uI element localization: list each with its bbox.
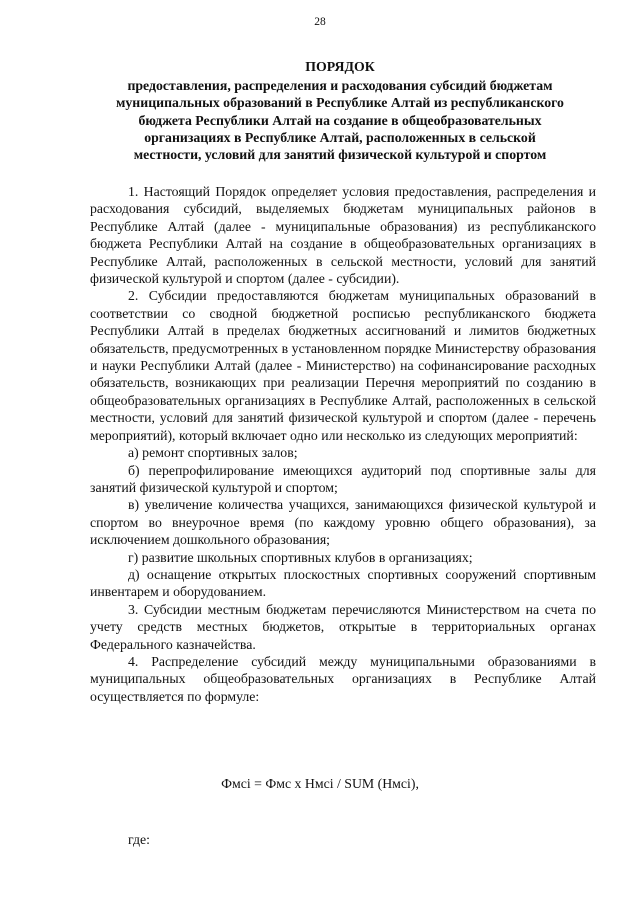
page-number: 28 bbox=[314, 16, 326, 28]
title-line: местности, условий для занятий физической культурой и спортом bbox=[133, 147, 547, 163]
where-label: где: bbox=[128, 832, 150, 847]
title-main: ПОРЯДОК bbox=[305, 59, 375, 74]
title-line: предоставления, распределения и расходования субсидий бюджетам bbox=[127, 78, 553, 94]
title-line: муниципальных образований в Республике Алтай из республиканского bbox=[116, 95, 564, 111]
list-item-d: д) оснащение открытых плоскостных спортивных сооружений спортивным инвентарем и оборудованием. bbox=[90, 566, 596, 600]
paragraph-3: 3. Субсидии местным бюджетам перечисляются Министерством на счета по учету средств местных бюджетов, открытые в территориальных органах Федерального казначейства. bbox=[90, 601, 596, 652]
list-item-g: г) развитие школьных спортивных клубов в организациях; bbox=[128, 549, 473, 565]
title-line: бюджета Республики Алтай на создание в общеобразовательных bbox=[138, 112, 542, 128]
paragraph-4: 4. Распределение субсидий между муниципальными образованиями в муниципальных общеобразовательных организациях в Республике Алтай осуществляется по формуле: bbox=[90, 653, 596, 704]
list-item-b: б) перепрофилирование имеющихся аудиторий под спортивные залы для занятий физической культурой и спортом; bbox=[90, 462, 596, 495]
list-item-a: а) ремонт спортивных залов; bbox=[128, 445, 298, 461]
paragraph-2: 2. Субсидии предоставляются бюджетам муниципальных образований в соответствии со сводной бюджетной росписью республиканского бюджета Республики Алтай в пределах бюджетных ассигнований и лимитов бюджетных обязательств, предусмотренных в установленном порядке Министерству образования и науки Республики Алтай (далее - Министерство) на софинансирование расходных обязательств, возникающих при реализации Перечня мероприятий по созданию в общеобразовательных организациях в Республике Алтай, расположенных в сельской местности, условий для занятий физической культурой и спортом (далее - перечень мероприятий), который включает одно или несколько из следующих мероприятий: bbox=[90, 288, 596, 443]
title-line: организациях в Республике Алтай, расположенных в сельской bbox=[144, 129, 536, 145]
distribution-formula: Фмсi = Фмс х Нмсi / SUM (Нмсi), bbox=[221, 776, 419, 791]
paragraph-1: 1. Настоящий Порядок определяет условия предоставления, распределения и расходования субсидий, выделяемых бюджетам муниципальных районов в Республике Алтай (далее - муниципальные образования) из республиканского бюджета Республики Алтай на создание в общеобразовательных организациях в Республике Алтай, расположенных в сельской местности, условий для занятий физической культурой и спортом (далее - субсидии). bbox=[90, 184, 596, 287]
document-body bbox=[90, 183, 596, 705]
list-item-v: в) увеличение количества учащихся, занимающихся физической культурой и спортом во внеурочное время (по каждому уровню общего образования), за исключением дошкольного образования; bbox=[90, 497, 596, 548]
document-title bbox=[84, 58, 596, 163]
